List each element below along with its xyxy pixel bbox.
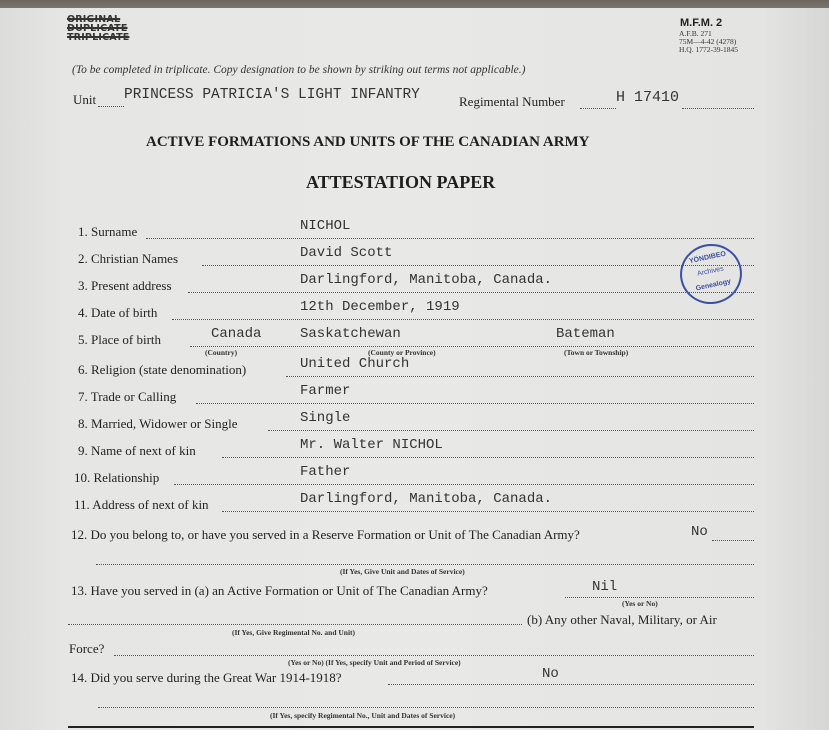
regimental-number-value: H 17410: [616, 89, 680, 106]
q14-value: No: [542, 666, 559, 682]
q13-caption-yes-no: (Yes or No): [622, 599, 658, 608]
field-present-address-label: 3. Present address: [78, 278, 172, 293]
copy-triplicate: TRIPLICATE: [67, 32, 130, 43]
field-birth-country: Canada: [211, 326, 262, 342]
form-id-lines: [679, 30, 738, 54]
field-trade-value: Farmer: [300, 383, 351, 399]
window-top-bar: [0, 0, 829, 8]
caption-town: (Town or Township): [564, 348, 629, 357]
q12-caption: (If Yes, Give Unit and Dates of Service): [340, 567, 465, 576]
q13b-force-label: Force?: [69, 641, 105, 656]
field-date-of-birth-label: 4. Date of birth: [78, 305, 158, 320]
field-present-address-value: Darlingford, Manitoba, Canada.: [300, 272, 553, 288]
field-place-of-birth-label: 5. Place of birth: [78, 332, 162, 347]
form-id-line: 75M—4-42 (4278): [679, 37, 737, 46]
q13b-label: (b) Any other Naval, Military, or Air: [527, 612, 717, 627]
field-next-of-kin-value: Mr. Walter NICHOL: [300, 437, 443, 453]
q13b-caption: (If Yes, Give Regimental No. and Unit): [232, 628, 356, 637]
instruction-text: (To be completed in triplicate. Copy designation to be shown by striking out terms not applicable.): [72, 64, 526, 76]
field-christian-names-label: 2. Christian Names: [78, 251, 179, 266]
field-birth-town: Bateman: [556, 326, 615, 342]
field-next-of-kin-address-label: 11. Address of next of kin: [74, 497, 209, 512]
copy-designations: [67, 15, 129, 42]
field-surname-label: 1. Surname: [78, 224, 138, 239]
form-id-line: A.F.B. 271: [679, 29, 712, 38]
field-date-of-birth-value: 12th December, 1919: [300, 299, 460, 315]
field-christian-names-value: David Scott: [300, 245, 393, 261]
field-relationship-label: 10. Relationship: [74, 470, 160, 485]
q13-value: Nil: [592, 579, 618, 595]
regimental-number-label: Regimental Number: [459, 94, 565, 109]
q12-label: 12. Do you belong to, or have you served in a Reserve Formation or Unit of The Canadian Army?: [71, 527, 580, 542]
q12-value: No: [691, 524, 708, 540]
q13b-force-caption: (Yes or No) (If Yes, specify Unit and Period of Service): [288, 658, 461, 667]
field-next-of-kin-label: 9. Name of next of kin: [78, 443, 196, 458]
stamp-middle-text: Archives: [696, 265, 725, 278]
q14-label: 14. Did you serve during the Great War 1914-1918?: [71, 670, 342, 685]
field-religion-value: United Church: [300, 356, 410, 372]
form-id-line: H.Q. 1772-39-1845: [679, 45, 738, 54]
stamp-bottom-text: Genealogy: [695, 278, 732, 293]
field-next-of-kin-address-value: Darlingford, Manitoba, Canada.: [300, 491, 553, 507]
q13-label: 13. Have you served in (a) an Active Formation or Unit of The Canadian Army?: [71, 583, 488, 598]
field-surname-value: NICHOL: [300, 218, 351, 234]
field-trade-label: 7. Trade or Calling: [78, 389, 177, 404]
bottom-rule: [68, 726, 754, 728]
attestation-title: ATTESTATION PAPER: [306, 172, 496, 192]
field-relationship-value: Father: [300, 464, 351, 480]
stamp-top-text: YÖNDIBEO: [688, 250, 727, 266]
caption-province: (County or Province): [368, 348, 436, 357]
form-id-title: M.F.M. 2: [680, 17, 723, 29]
field-marital-status-value: Single: [300, 410, 351, 426]
unit-value: PRINCESS PATRICIA'S LIGHT INFANTRY: [124, 87, 420, 103]
copy-original: ORIGINAL: [67, 14, 121, 25]
caption-country: (Country): [205, 348, 238, 357]
main-heading: ACTIVE FORMATIONS AND UNITS OF THE CANADIAN ARMY: [146, 134, 590, 150]
field-birth-province: Saskatchewan: [300, 326, 401, 342]
q14-caption: (If Yes, specify Regimental No., Unit and Dates of Service): [270, 711, 456, 720]
unit-label: Unit: [73, 92, 97, 107]
field-religion-label: 6. Religion (state denomination): [78, 362, 247, 377]
copy-duplicate: DUPLICATE: [67, 23, 128, 34]
field-marital-status-label: 8. Married, Widower or Single: [78, 416, 238, 431]
